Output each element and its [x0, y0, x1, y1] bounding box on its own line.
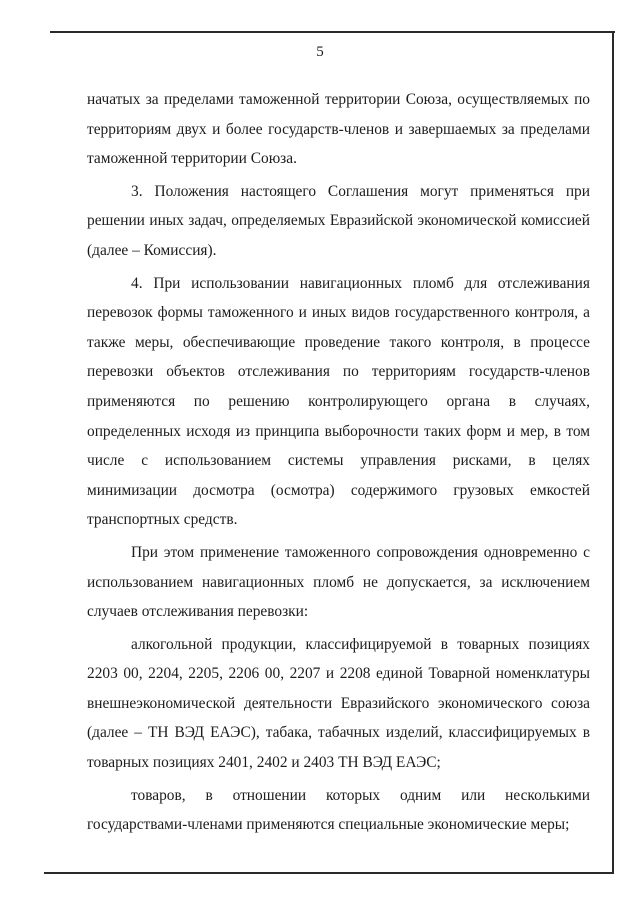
paragraph-clause-3: 3. Положения настоящего Соглашения могут применяться при решении иных задач, определяемых Евразийской экономической комиссией (далее – Комиссия). [87, 182, 590, 259]
page-border-right [612, 31, 614, 874]
list-item-alcohol-tobacco: алкогольной продукции, классифицируемой в товарных позициях 2203 00, 2204, 2205, 2206 00, 2207 и 2208 единой Товарной номенклатуры внешнеэкономической деятельности Евразийского экономического союза (далее – ТН ВЭД ЕАЭС), табака, табачных изделий, классифицируемых в товарных позициях 2401, 2402 и 2403 ТН ВЭД ЕАЭС; [87, 635, 590, 772]
paragraph-continuation: начатых за пределами таможенной территории Союза, осуществляемых по территориям двух и более государств-членов и завершаемых за пределами таможенной территории Союза. [87, 91, 590, 168]
page-border-top [50, 31, 615, 33]
page-border-bottom [44, 872, 614, 874]
list-item-special-measures: товаров, в отношении которых одним или несколькими государствами-членами применяются специальные экономические меры; [87, 786, 590, 834]
paragraph-escort-exception: При этом применение таможенного сопровождения одновременно с использованием навигационных пломб не допускается, за исключением случаев отслеживания перевозки: [87, 543, 590, 621]
document-body [87, 85, 590, 840]
page-number: 5 [316, 44, 324, 60]
paragraph-clause-4: 4. При использовании навигационных пломб для отслеживания перевозок формы таможенного и иных видов государственного контроля, а также меры, обеспечивающие проведение такого контроля, в процессе перевозки объектов отслеживания по территориям государств-членов применяются по решению контролирующего органа в случаях, определенных исходя из принципа выборочности таких форм и мер, в том числе с использованием системы управления рисками, в целях минимизации досмотра (осмотра) содержимого грузовых емкостей транспортных средств. [87, 274, 590, 529]
